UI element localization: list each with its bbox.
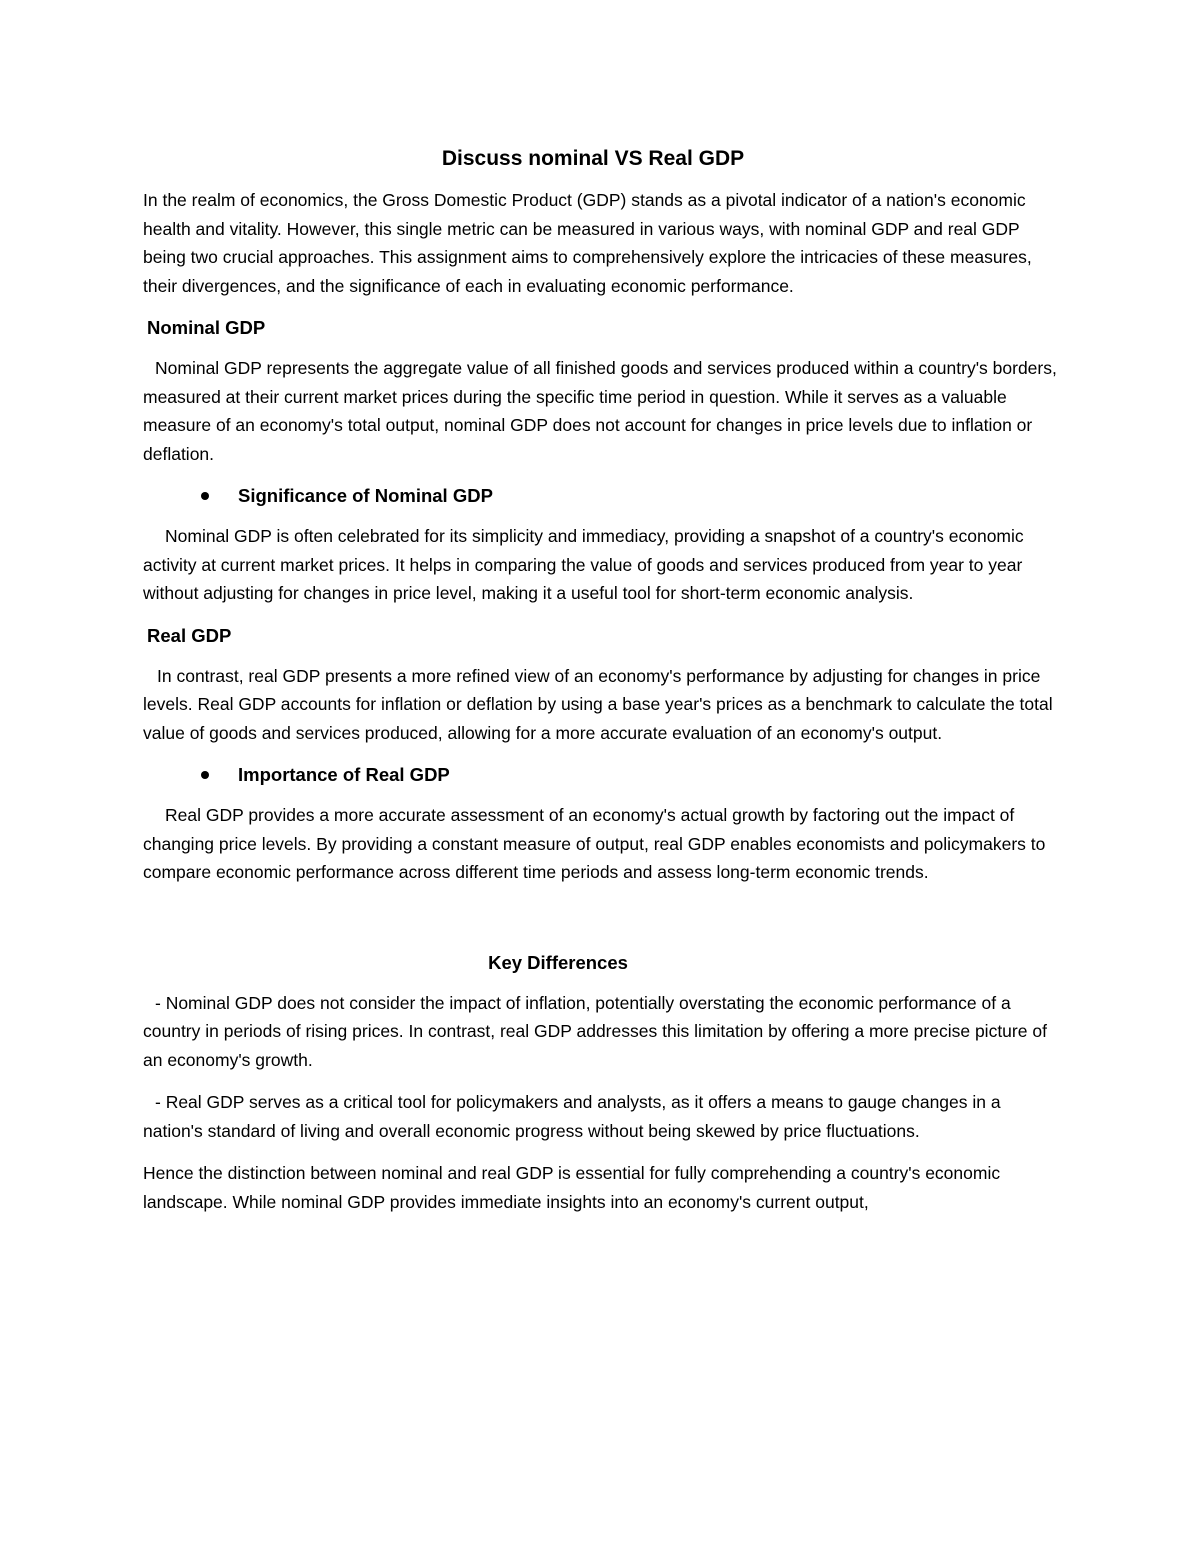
real-gdp-paragraph: In contrast, real GDP presents a more refined view of an economy's performance by adjusting for changes in price levels. Real GDP accounts for inflation or deflation by using a base year's prices as a benchmark to calculate the total value of goods and services produced, allowing for a more accurate evaluation of an economy's output. xyxy=(143,665,1053,743)
importance-paragraph: Real GDP provides a more accurate assessment of an economy's actual growth by factoring out the impact of changing price levels. By providing a constant measure of output, real GDP enables economists and policymakers to compare economic performance across different time periods and assess long-term economic trends. xyxy=(143,805,1046,882)
document-content xyxy=(143,144,1063,1230)
importance-bullet xyxy=(143,761,1063,789)
difference-point-1: - Nominal GDP does not consider the impact of inflation, potentially overstating the economic performance of a country in periods of rising prices. In contrast, real GDP addresses this limitation by offering a more precise picture of an economy's growth. xyxy=(143,992,1047,1070)
intro-paragraph: In the realm of economics, the Gross Domestic Product (GDP) stands as a pivotal indicator of a nation's economic health and vitality. However, this single metric can be measured in various ways, with nominal GDP and real GDP being two crucial approaches. This assignment aims to comprehensively explore the intricacies of these measures, their divergences, and the significance of each in evaluating economic performance. xyxy=(143,190,1032,296)
bullet-icon xyxy=(201,771,209,779)
key-differences-heading: Key Differences xyxy=(488,951,628,973)
importance-heading: Importance of Real GDP xyxy=(238,764,450,785)
document-title: Discuss nominal VS Real GDP xyxy=(441,147,745,170)
bullet-icon xyxy=(201,492,209,500)
difference-point-2: - Real GDP serves as a critical tool for policymakers and analysts, as it offers a means to gauge changes in a nation's standard of living and overall economic progress without being skewed by price fluctuations. xyxy=(143,1092,1001,1141)
significance-heading: Significance of Nominal GDP xyxy=(238,485,493,506)
conclusion-paragraph: Hence the distinction between nominal and real GDP is essential for fully comprehending a country's economic landscape. While nominal GDP provides immediate insights into an economy's current output, xyxy=(143,1163,1001,1212)
significance-bullet xyxy=(143,482,1063,510)
nominal-gdp-heading: Nominal GDP xyxy=(147,317,266,338)
real-gdp-heading: Real GDP xyxy=(147,624,232,646)
significance-paragraph: Nominal GDP is often celebrated for its simplicity and immediacy, providing a snapshot of a country's economic activity at current market prices. It helps in comparing the value of goods and services produced from year to year without adjusting for changes in price level, making it a useful tool for short-term economic analysis. xyxy=(143,526,1024,603)
nominal-gdp-paragraph: Nominal GDP represents the aggregate value of all finished goods and services produced within a country's borders, measured at their current market prices during the specific time period in question. While it serves as a valuable measure of an economy's total output, nominal GDP does not account for changes in price levels due to inflation or deflation. xyxy=(143,358,1057,464)
